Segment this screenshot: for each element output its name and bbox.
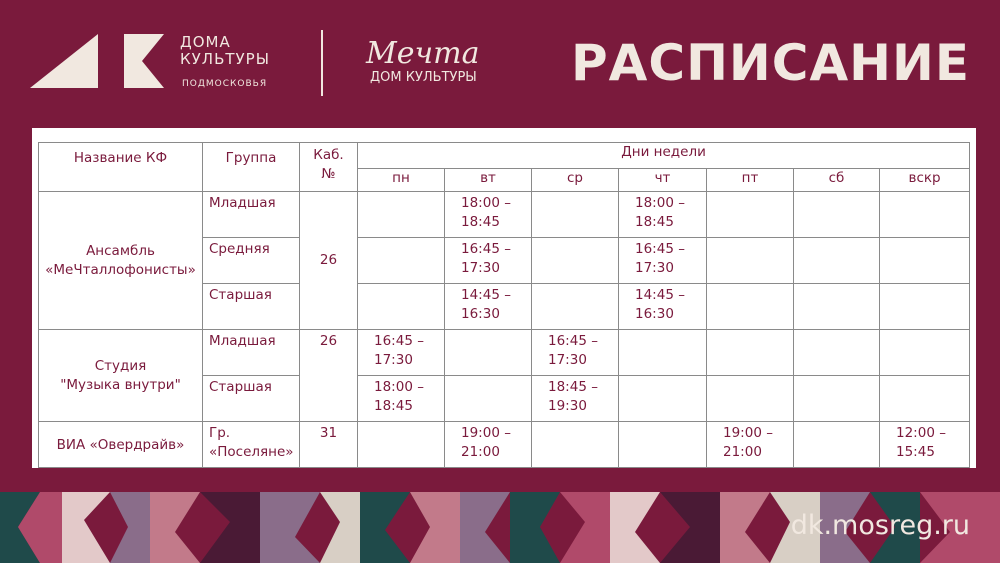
time-cell-чт bbox=[619, 330, 707, 376]
schedule-card bbox=[32, 128, 976, 468]
time-cell-вт: 19:00 – 21:00 bbox=[445, 422, 532, 468]
time-cell-ср: 16:45 – 17:30 bbox=[532, 330, 619, 376]
group-name: Старшая bbox=[203, 284, 300, 330]
time-cell-сб bbox=[794, 376, 880, 422]
time-cell-пт bbox=[707, 238, 794, 284]
time-cell-пн bbox=[358, 192, 445, 238]
room-number: 26 bbox=[300, 192, 358, 330]
header-row bbox=[39, 143, 970, 169]
time-cell-вскр bbox=[880, 376, 970, 422]
time-cell-вскр bbox=[880, 330, 970, 376]
table-row bbox=[39, 192, 970, 238]
club-name: ВИА «Овердрайв» bbox=[39, 422, 203, 468]
time-cell-сб bbox=[794, 192, 880, 238]
day-header-6: вскр bbox=[880, 169, 970, 192]
club-name: Ансамбль «МеЧталлофонисты» bbox=[39, 192, 203, 330]
time-cell-чт bbox=[619, 376, 707, 422]
time-cell-ср bbox=[532, 422, 619, 468]
time-cell-пт bbox=[707, 376, 794, 422]
time-cell-вт: 16:45 – 17:30 bbox=[445, 238, 532, 284]
room-number: 31 bbox=[300, 422, 358, 468]
days-header: Дни недели bbox=[358, 143, 970, 169]
room-number: 26 bbox=[300, 330, 358, 422]
time-cell-ср bbox=[532, 192, 619, 238]
col-name-header: Название КФ bbox=[39, 143, 203, 192]
time-cell-пт bbox=[707, 330, 794, 376]
logo-divider bbox=[321, 30, 323, 96]
time-cell-пт bbox=[707, 192, 794, 238]
time-cell-ср bbox=[532, 284, 619, 330]
group-name: Младшая bbox=[203, 330, 300, 376]
mechta-subtitle: ДОМ КУЛЬТУРЫ bbox=[370, 70, 477, 85]
brand-region: ПОДМОСКОВЬЯ bbox=[182, 79, 268, 89]
website-url: dk.mosreg.ru bbox=[790, 510, 970, 541]
header bbox=[0, 0, 1000, 128]
time-cell-сб bbox=[794, 330, 880, 376]
page-title: РАСПИСАНИЕ bbox=[571, 34, 970, 92]
time-cell-вскр bbox=[880, 238, 970, 284]
time-cell-сб bbox=[794, 238, 880, 284]
day-header-2: ср bbox=[532, 169, 619, 192]
time-cell-вскр bbox=[880, 284, 970, 330]
time-cell-чт: 14:45 – 16:30 bbox=[619, 284, 707, 330]
table-row bbox=[39, 330, 970, 376]
time-cell-пн: 18:00 – 18:45 bbox=[358, 376, 445, 422]
brand-name: ДОМА КУЛЬТУРЫ bbox=[180, 33, 270, 68]
time-cell-чт: 16:45 – 17:30 bbox=[619, 238, 707, 284]
group-name: Младшая bbox=[203, 192, 300, 238]
time-cell-ср bbox=[532, 238, 619, 284]
time-cell-вскр bbox=[880, 192, 970, 238]
time-cell-вт: 14:45 – 16:30 bbox=[445, 284, 532, 330]
time-cell-пн: 16:45 – 17:30 bbox=[358, 330, 445, 376]
time-cell-ср: 18:45 – 19:30 bbox=[532, 376, 619, 422]
dk-logo-icon bbox=[30, 30, 170, 92]
group-name: Старшая bbox=[203, 376, 300, 422]
day-header-1: вт bbox=[445, 169, 532, 192]
time-cell-пт: 19:00 – 21:00 bbox=[707, 422, 794, 468]
time-cell-пн bbox=[358, 284, 445, 330]
time-cell-вт: 18:00 – 18:45 bbox=[445, 192, 532, 238]
time-cell-сб bbox=[794, 284, 880, 330]
club-name: Студия "Музыка внутри" bbox=[39, 330, 203, 422]
day-header-4: пт bbox=[707, 169, 794, 192]
time-cell-сб bbox=[794, 422, 880, 468]
col-room-header: Каб. № bbox=[300, 143, 358, 192]
time-cell-чт bbox=[619, 422, 707, 468]
time-cell-пн bbox=[358, 238, 445, 284]
group-name: Гр. «Поселяне» bbox=[203, 422, 300, 468]
time-cell-вскр: 12:00 – 15:45 bbox=[880, 422, 970, 468]
table-row bbox=[39, 422, 970, 468]
time-cell-пт bbox=[707, 284, 794, 330]
time-cell-вт bbox=[445, 376, 532, 422]
day-header-5: сб bbox=[794, 169, 880, 192]
time-cell-чт: 18:00 – 18:45 bbox=[619, 192, 707, 238]
mechta-logo: Мечта bbox=[366, 36, 480, 71]
group-name: Средняя bbox=[203, 238, 300, 284]
col-group-header: Группа bbox=[203, 143, 300, 192]
day-header-3: чт bbox=[619, 169, 707, 192]
time-cell-пн bbox=[358, 422, 445, 468]
day-header-0: пн bbox=[358, 169, 445, 192]
time-cell-вт bbox=[445, 330, 532, 376]
schedule-table bbox=[38, 142, 970, 468]
